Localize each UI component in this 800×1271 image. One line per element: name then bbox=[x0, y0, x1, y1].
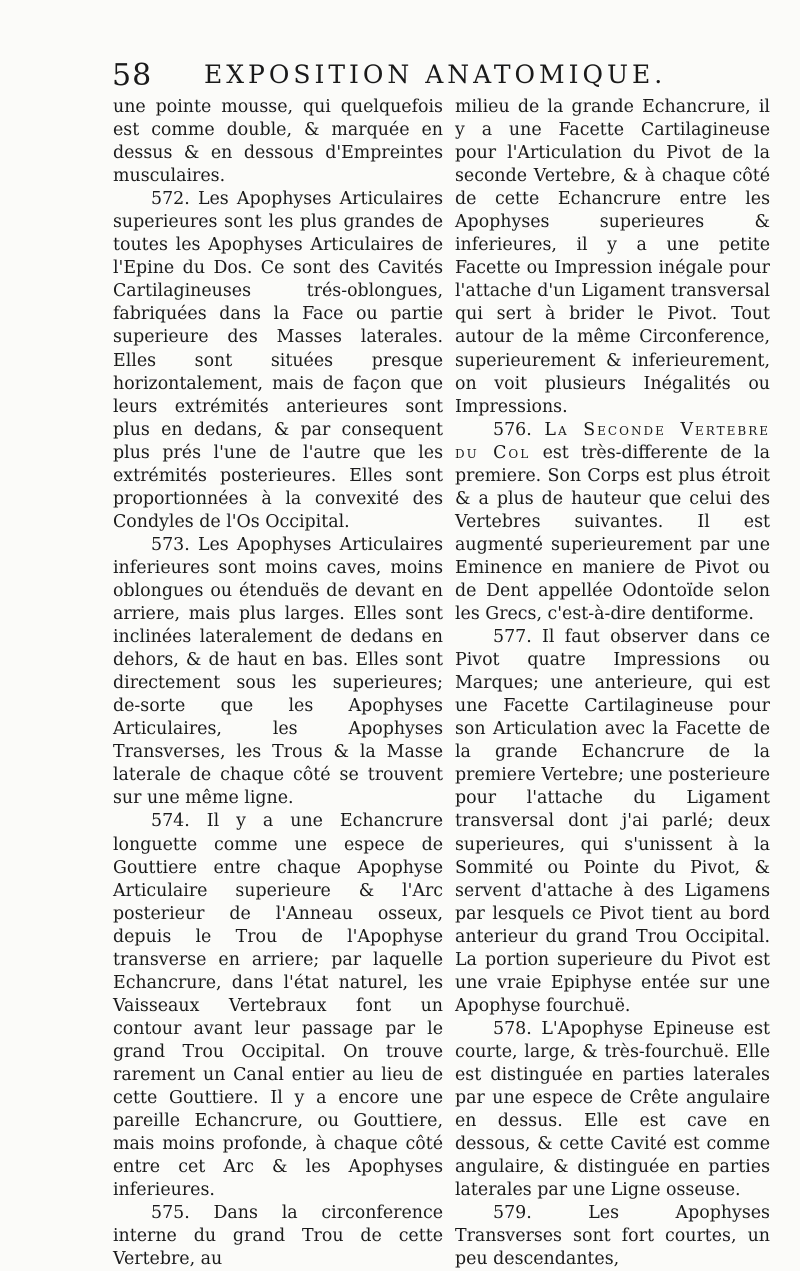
section-heading-seconde-vertebre: La Seconde Vertebre du Col bbox=[455, 419, 770, 463]
right-column bbox=[455, 96, 770, 1270]
page-number: 58 bbox=[112, 58, 153, 93]
paragraph-576 bbox=[455, 419, 770, 626]
paragraph-577: 577. Il faut observer dans ce Pivot quatre Impressions ou Marques; une anterieure, qui est une Facette Cartilagineuse pour son Articulation avec la Facette de la grande Echancrure de la premiere Vertebre; une posterieure pour l'attache du Ligament transversal dont j'ai parlé; deux superieures, qui s'unissent à la Sommité ou Pointe du Pivot, & servent d'attache à des Ligamens par lesquels ce Pivot tient au bord anterieur du grand Trou Occipital. La portion superieure du Pivot est une vraie Epiphyse entée sur une Apophyse fourchuë. bbox=[455, 627, 770, 1016]
paragraph-continuation: une pointe mousse, qui quelquefois est comme double, & marquée en dessus & en dessous d'Empreintes musculaires. bbox=[113, 97, 443, 187]
left-column bbox=[113, 96, 443, 1270]
paragraph-578: 578. L'Apophyse Epineuse est courte, large, & très-fourchuë. Elle est distinguée en parties laterales par une espece de Crête angulaire en dessus. Elle est cave en dessous, & cette Cavité est comme angulaire, & distinguée en parties laterales par une Ligne osseuse. bbox=[455, 1018, 770, 1201]
paragraph-576-text: est très-differente de la premiere. Son Corps est plus étroit & a plus de hauteur que celui des Vertebres suivantes. Il est augmenté superieurement par une Eminence en maniere de Pivot ou de Dent appellée Odontoïde selon les Grecs, c'est-à-dire dentiforme. bbox=[455, 442, 770, 625]
paragraph-572: 572. Les Apophyses Articulaires superieures sont les plus grandes de toutes les Apophyses Articulaires de l'Epine du Dos. Ce sont des Cavités Cartilagineuses trés-oblongues, fabriquées dans la Face ou partie superieure des Masses laterales. Elles sont situées presque horizontalement, mais de façon que leurs extrémités anterieures sont plus en dedans, & par consequent plus prés l'une de l'autre que les extrémités posterieures. Elles sont proportionnées à la convexité des Condyles de l'Os Occipital. bbox=[113, 189, 443, 532]
paragraph-579: 579. Les Apophyses Transverses sont fort courtes, un peu descendantes, bbox=[455, 1203, 770, 1270]
paragraph-576-number: 576. bbox=[493, 419, 532, 440]
paragraph-573: 573. Les Apophyses Articulaires inferieures sont moins caves, moins oblongues ou étenduës de devant en arriere, mais plus larges. Elles sont inclinées lateralement de dedans en dehors, & de haut en bas. Elles sont directement sous les superieures; de-sorte que les Apophyses Articulaires, les Apophyses Transverses, les Trous & la Masse laterale de chaque côté se trouvent sur une même ligne. bbox=[113, 534, 443, 809]
paragraph-575-continuation: milieu de la grande Echancrure, il y a une Facette Cartilagineuse pour l'Articulation du Pivot de la seconde Vertebre, & à chaque côté de cette Echancrure entre les Apophyses superieures & inferieures, il y a une petite Facette ou Impression inégale pour l'attache d'un Ligament transversal qui sert à brider le Pivot. Tout autour de la même Circonference, superieurement & inferieurement, on voit plusieurs Inégalités ou Impressions. bbox=[455, 97, 770, 417]
paragraph-574: 574. Il y a une Echancrure longuette comme une espece de Gouttiere entre chaque Apophyse Articulaire superieure & l'Arc posterieur de l'Anneau osseux, depuis le Trou de l'Apophyse transverse en arriere; par laquelle Echancrure, dans l'état naturel, les Vaisseaux Vertebraux font un contour avant leur passage par le grand Trou Occipital. On trouve rarement un Canal entier au lieu de cette Gouttiere. Il y a encore une pareille Echancrure, ou Gouttiere, mais moins profonde, à chaque côté entre cet Arc & les Apophyses inferieures. bbox=[113, 811, 443, 1201]
running-title: EXPOSITION ANATOMIQUE. bbox=[204, 60, 667, 89]
paragraph-575: 575. Dans la circonference interne du grand Trou de cette Vertebre, au bbox=[113, 1203, 443, 1270]
